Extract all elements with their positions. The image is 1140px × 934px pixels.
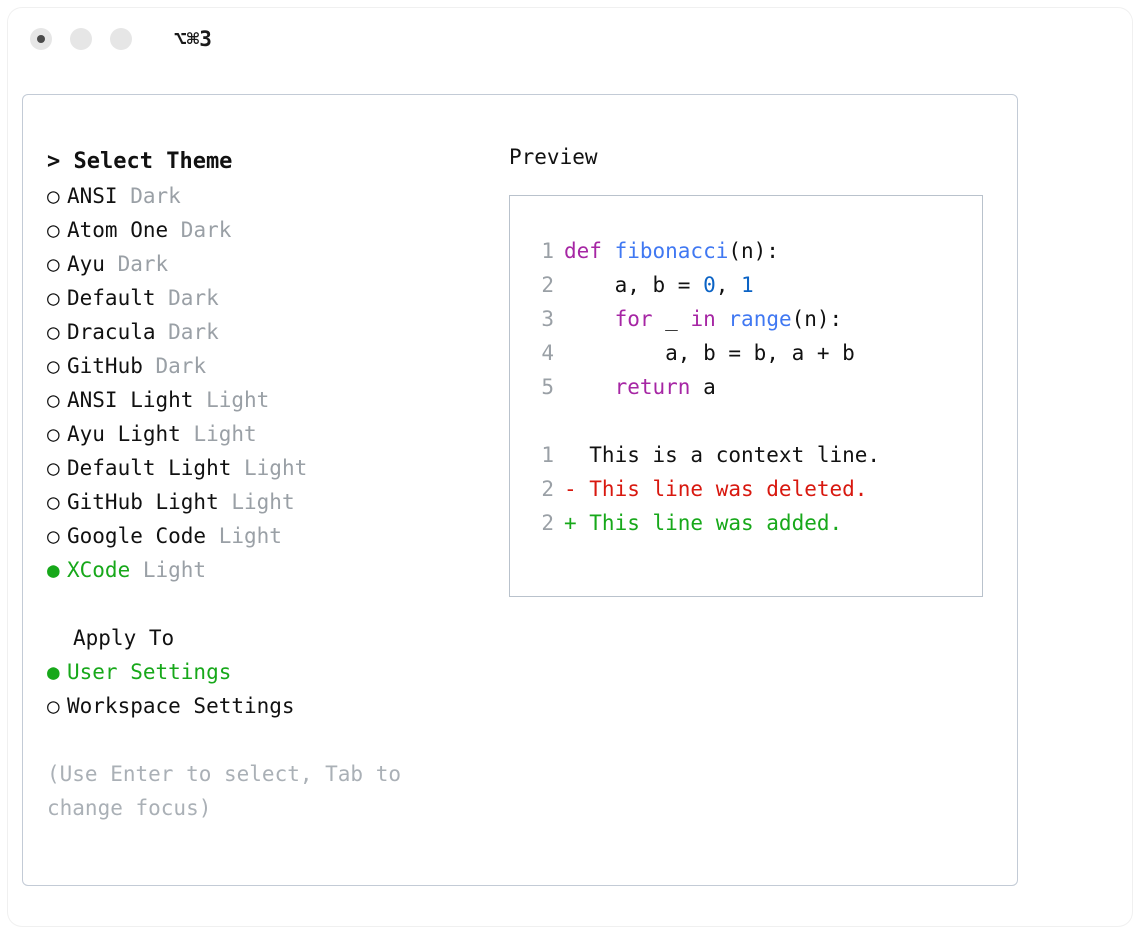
traffic-light-third[interactable] <box>110 28 132 50</box>
code-line <box>528 234 982 268</box>
select-theme-header: > Select Theme <box>47 149 233 174</box>
theme-variant: Light <box>244 456 308 480</box>
theme-option[interactable] <box>47 451 487 485</box>
radio-unselected-icon: ○ <box>47 422 60 446</box>
theme-option[interactable] <box>47 485 487 519</box>
line-number: 3 <box>541 307 554 331</box>
preview-box <box>509 195 983 597</box>
traffic-light-second[interactable] <box>70 28 92 50</box>
theme-name: XCode <box>67 558 143 582</box>
theme-variant: Light <box>193 422 257 446</box>
code-token: 0 <box>703 273 716 297</box>
radio-unselected-icon: ○ <box>47 388 60 412</box>
theme-option[interactable] <box>47 383 487 417</box>
code-token: range <box>728 307 792 331</box>
theme-variant: Dark <box>168 286 219 310</box>
theme-variant: Dark <box>117 252 169 276</box>
apply-to-label-text: Workspace Settings <box>67 694 295 718</box>
radio-unselected-icon: ○ <box>47 184 60 208</box>
theme-list[interactable] <box>47 179 487 587</box>
window-shortcut-label: ⌥⌘3 <box>174 27 212 51</box>
theme-name: Atom One <box>67 218 181 242</box>
title-bar <box>8 8 1132 70</box>
theme-option[interactable] <box>47 247 487 281</box>
theme-variant: Dark <box>168 320 219 344</box>
code-token: (n): <box>791 307 843 331</box>
radio-unselected-icon: ○ <box>47 218 60 242</box>
theme-name: Google Code <box>67 524 219 548</box>
line-number: 2 <box>541 511 554 535</box>
radio-unselected-icon: ○ <box>47 490 60 514</box>
radio-unselected-icon: ○ <box>47 694 60 718</box>
diff-text: + This line was added. <box>564 511 843 535</box>
preview-title: Preview <box>509 145 598 169</box>
theme-option[interactable] <box>47 179 487 213</box>
theme-option[interactable] <box>47 519 487 553</box>
code-token: in <box>690 307 716 331</box>
radio-unselected-icon: ○ <box>47 354 60 378</box>
theme-variant: Light <box>206 388 270 412</box>
theme-name: Ayu <box>67 252 118 276</box>
radio-unselected-icon: ○ <box>47 252 60 276</box>
code-line <box>528 370 982 404</box>
apply-to-option[interactable] <box>47 689 487 723</box>
theme-option[interactable] <box>47 417 487 451</box>
apply-to-option[interactable] <box>47 655 487 689</box>
list-gap <box>47 587 487 621</box>
theme-variant: Light <box>231 490 295 514</box>
radio-unselected-icon: ○ <box>47 524 60 548</box>
code-token <box>564 375 615 399</box>
traffic-light-active[interactable] <box>30 28 52 50</box>
theme-name: GitHub <box>67 354 156 378</box>
theme-name: Dracula <box>67 320 169 344</box>
apply-to-label-text: User Settings <box>67 660 232 684</box>
keyboard-hint: (Use Enter to select, Tab to change focus) <box>47 762 414 820</box>
theme-option[interactable] <box>47 553 487 587</box>
code-token: a, b = <box>564 273 704 297</box>
theme-option[interactable] <box>47 315 487 349</box>
code-token <box>564 307 615 331</box>
radio-unselected-icon: ○ <box>47 320 60 344</box>
theme-name: Default <box>67 286 169 310</box>
line-number: 5 <box>541 375 554 399</box>
code-token: a <box>690 375 716 399</box>
apply-to-list[interactable] <box>47 655 487 723</box>
theme-name: Default Light <box>67 456 245 480</box>
diff-line <box>528 438 982 472</box>
diff-line <box>528 472 982 506</box>
hint-gap <box>47 723 487 757</box>
theme-name: ANSI Light <box>67 388 207 412</box>
theme-variant: Dark <box>155 354 207 378</box>
code-token: a, b = b, a + b <box>564 341 855 365</box>
theme-option[interactable] <box>47 281 487 315</box>
diff-text: This is a context line. <box>564 443 881 467</box>
code-token: _ <box>652 307 691 331</box>
code-diff-gap <box>528 404 982 438</box>
theme-name: ANSI <box>67 184 131 208</box>
diff-preview <box>528 438 982 540</box>
theme-variant: Dark <box>180 218 232 242</box>
line-number: 2 <box>541 477 554 501</box>
theme-name: GitHub Light <box>67 490 232 514</box>
theme-option[interactable] <box>47 349 487 383</box>
theme-picker-panel <box>22 94 1018 886</box>
code-line <box>528 336 982 370</box>
code-token: (n): <box>728 239 779 263</box>
code-preview <box>528 234 982 404</box>
preview-column <box>509 145 999 597</box>
theme-name: Ayu Light <box>67 422 194 446</box>
line-number: 1 <box>541 239 554 263</box>
radio-selected-icon: ● <box>47 558 60 582</box>
theme-option[interactable] <box>47 213 487 247</box>
apply-to-label: Apply To <box>73 626 175 650</box>
radio-unselected-icon: ○ <box>47 286 60 310</box>
theme-variant: Dark <box>130 184 181 208</box>
theme-variant: Light <box>142 558 207 582</box>
code-line <box>528 302 982 336</box>
code-token: fibonacci <box>614 239 729 263</box>
code-token: , <box>715 273 742 297</box>
line-number: 2 <box>541 273 554 297</box>
line-number: 4 <box>541 341 554 365</box>
code-token: return <box>614 375 691 399</box>
code-token: for <box>614 307 653 331</box>
code-token: def <box>564 239 615 263</box>
radio-unselected-icon: ○ <box>47 456 60 480</box>
diff-text: - This line was deleted. <box>564 477 868 501</box>
theme-list-column <box>47 145 487 825</box>
theme-variant: Light <box>218 524 282 548</box>
line-number: 1 <box>541 443 554 467</box>
code-token: 1 <box>741 273 754 297</box>
app-window <box>8 8 1132 926</box>
diff-line <box>528 506 982 540</box>
radio-selected-icon: ● <box>47 660 60 684</box>
code-line <box>528 268 982 302</box>
code-token <box>716 307 729 331</box>
